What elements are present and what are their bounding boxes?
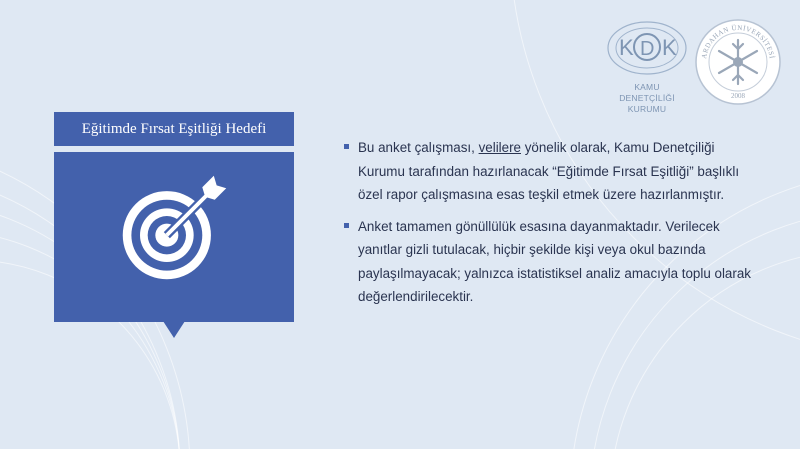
target-arrow-icon [117, 170, 232, 285]
bullet-list [344, 136, 764, 317]
bullet-text-underlined: velilere [478, 140, 521, 155]
kdk-name-line1: KAMU DENETÇİLİĞİ [619, 82, 675, 103]
target-icon-panel [54, 152, 294, 322]
square-bullet-icon [344, 144, 349, 149]
university-year: 2008 [731, 92, 745, 100]
slide-title: Eğitimde Fırsat Eşitliği Hedefi [81, 120, 267, 137]
kdk-letter-k1: K [619, 35, 634, 60]
bullet-item [344, 215, 764, 309]
bullet-text-end: yönelik olarak, Kamu Denetçiliği Kurumu tarafından hazırlanacak “Eğitimde Fırsat Eşitliği” başlıklı özel rapor çalışmasına esas teşkil etmek üzere hazırlanmıştır. [358, 140, 740, 202]
square-bullet-icon [344, 223, 349, 228]
university-seal-logo [694, 18, 782, 106]
bullet-text: Anket tamamen gönüllülük esasına dayanmaktadır. Verilecek yanıtlar gizli tutulacak, hiçbir şekilde kişi veya okul bazında paylaşılmayacak; yalnızca istatistiksel analiz amacıyla toplu olarak değerlendirilecektir. [358, 218, 751, 304]
university-name: ARDAHAN ÜNİVERSİTESİ [700, 23, 776, 60]
bullet-item [344, 136, 764, 207]
kdk-logo [606, 20, 688, 114]
slide-title-box [54, 112, 294, 146]
bullet-text-start: Bu anket çalışması, [358, 140, 479, 155]
callout-pointer [163, 321, 185, 338]
kdk-name-line2: KURUMU [627, 104, 667, 114]
kdk-letter-k2: K [662, 35, 677, 60]
kdk-emblem-icon [606, 20, 688, 82]
kdk-letter-d: D [640, 38, 655, 60]
